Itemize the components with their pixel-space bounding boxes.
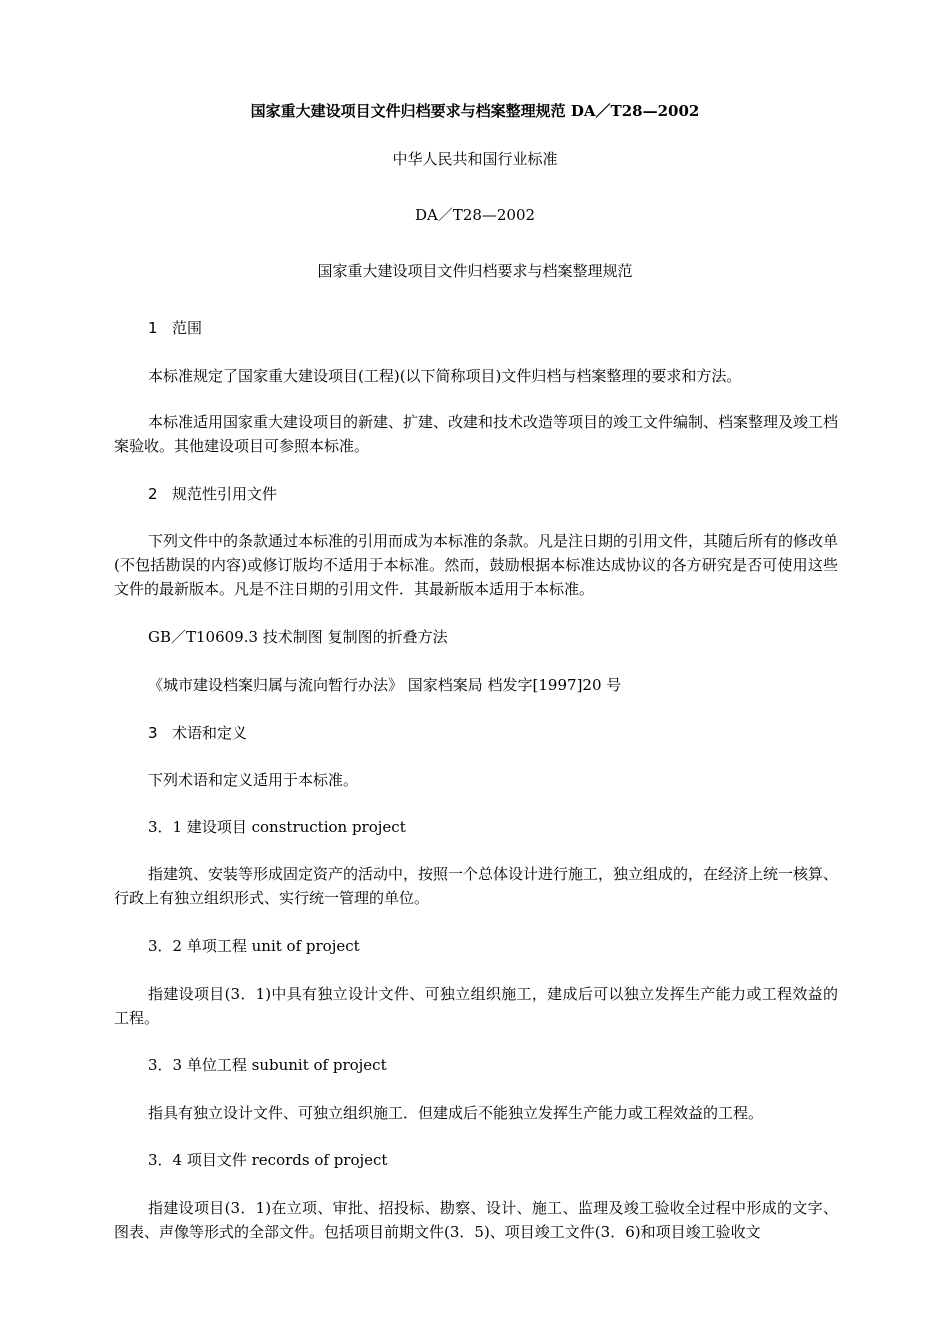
- reference-item: GB／T10609.3 技术制图 复制图的折叠方法: [148, 628, 448, 646]
- section-title: 规范性引用文件: [172, 485, 278, 503]
- paragraph: 本标准规定了国家重大建设项目(工程)(以下简称项目)文件归档与档案整理的要求和方法。: [148, 367, 742, 385]
- term-definition: 指建设项目(3．1)中具有独立设计文件、可独立组织施工，建成后可以独立发挥生产能力或工程效益的工程。: [114, 985, 838, 1027]
- standard-code: DA／T28—2002: [414, 206, 536, 224]
- document-title: 国家重大建设项目文件归档要求与档案整理规范 DA／T28—2002: [250, 102, 700, 120]
- document-subtitle: 中华人民共和国行业标准: [392, 150, 558, 168]
- section-title: 术语和定义: [172, 724, 248, 742]
- paragraph: 下列文件中的条款通过本标准的引用而成为本标准的条款。凡是注日期的引用文件，其随后所有的修改单(不包括勘误的内容)或修订版均不适用于本标准。然而，鼓励根据本标准达成协议的各方研究是否可使用这些文件的最新版本。凡是不注日期的引用文件．其最新版本适用于本标准。: [114, 532, 839, 598]
- standard-name: 国家重大建设项目文件归档要求与档案整理规范: [317, 262, 633, 280]
- term-heading: 3．1 建设项目 construction project: [148, 818, 406, 836]
- section-title: 范围: [172, 319, 203, 337]
- term-definition: 指建筑、安装等形成固定资产的活动中，按照一个总体设计进行施工，独立组成的，在经济上统一核算、行政上有独立组织形式、实行统一管理的单位。: [114, 865, 839, 907]
- term-definition: 指建设项目(3．1)在立项、审批、招投标、勘察、设计、施工、监理及竣工验收全过程中形成的文字、图表、声像等形式的全部文件。包括项目前期文件(3．5)、项目竣工文件(3．6)和项目竣工验收文: [114, 1199, 838, 1241]
- paragraph: 下列术语和定义适用于本标准。: [148, 771, 359, 789]
- section-3-heading: [148, 721, 247, 745]
- section-number: 2: [148, 485, 158, 503]
- term-heading: 3．2 单项工程 unit of project: [148, 937, 360, 955]
- term-definition: 指具有独立设计文件、可独立组织施工．但建成后不能独立发挥生产能力或工程效益的工程。: [148, 1104, 764, 1122]
- section-number: 3: [148, 724, 158, 742]
- paragraph: 本标准适用国家重大建设项目的新建、扩建、改建和技术改造等项目的竣工文件编制、档案整理及竣工档案验收。其他建设项目可参照本标准。: [114, 413, 839, 455]
- section-number: 1: [148, 319, 158, 337]
- term-heading: 3．4 项目文件 records of project: [148, 1151, 388, 1169]
- section-1-heading: [148, 316, 202, 340]
- reference-item: 《城市建设档案归属与流向暂行办法》 国家档案局 档发字[1997]20 号: [148, 676, 622, 694]
- term-heading: 3．3 单位工程 subunit of project: [148, 1056, 387, 1074]
- section-2-heading: [148, 482, 277, 506]
